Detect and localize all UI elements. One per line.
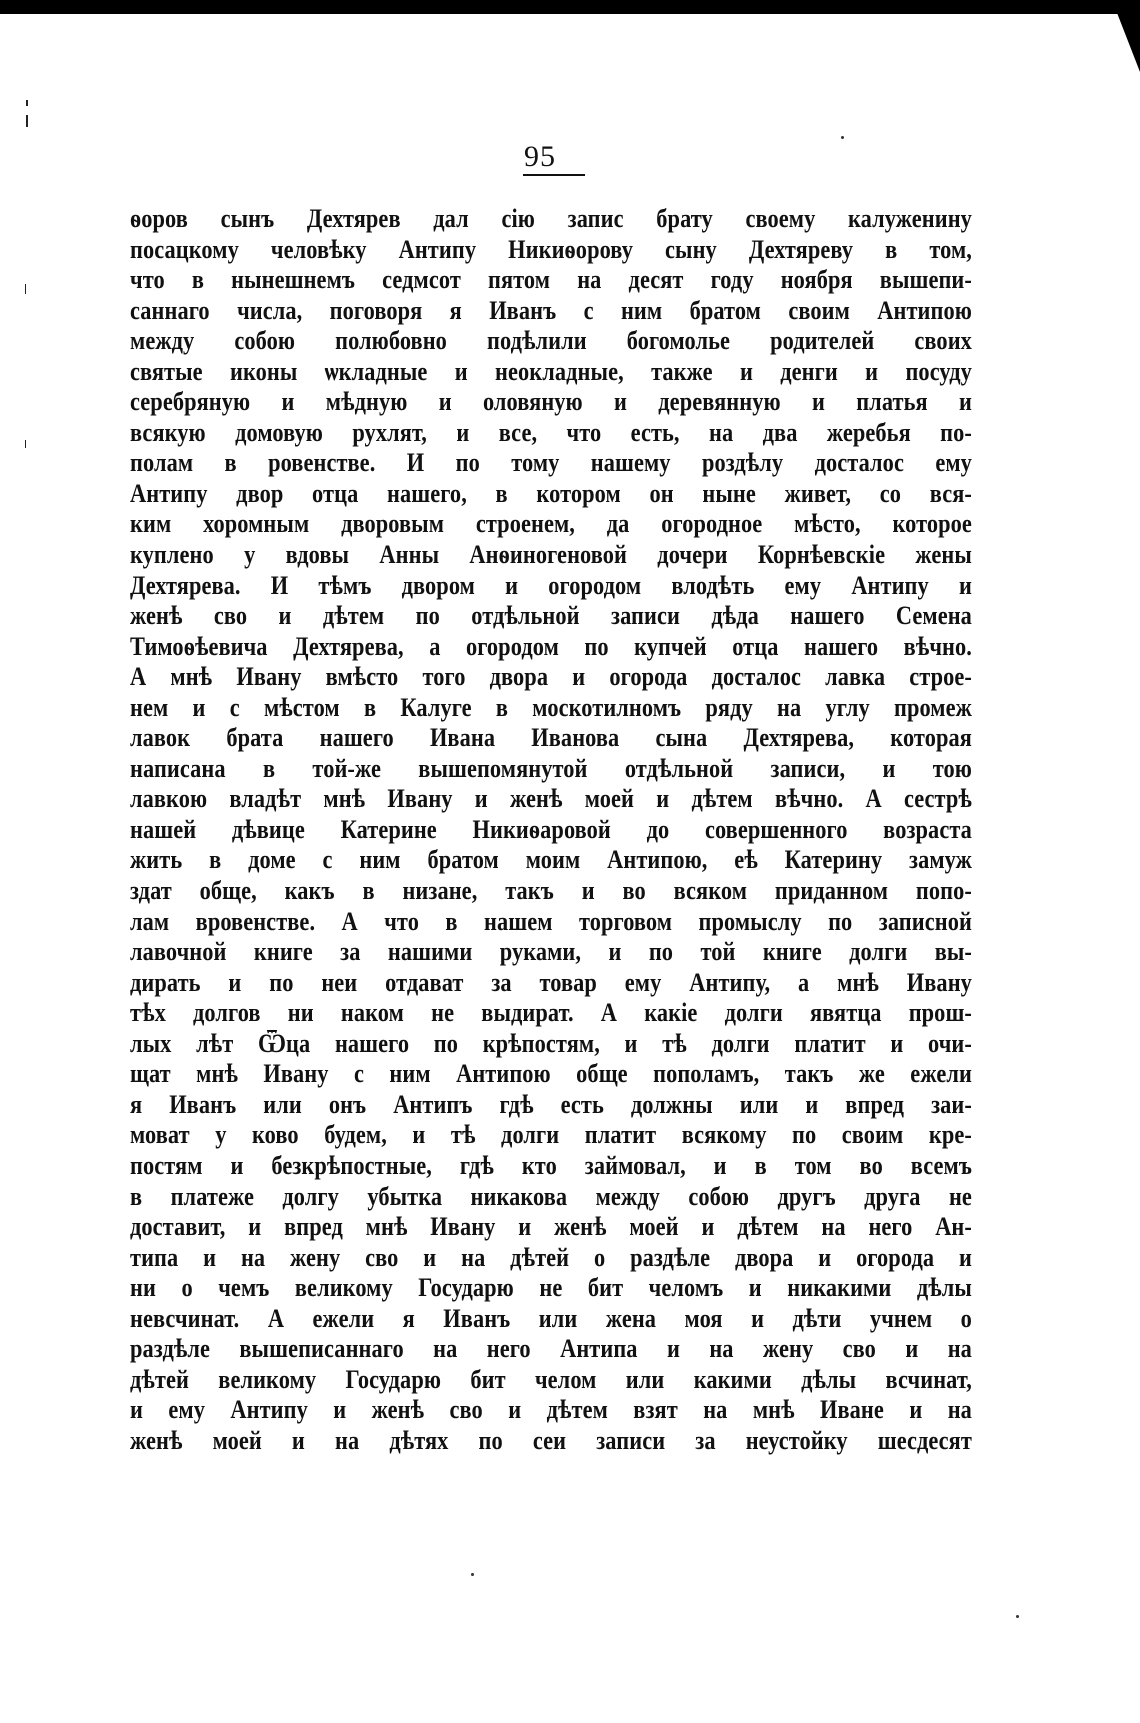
text-line: посацкому человѣку Антипу Никиѳорову сыну Дехтяреву в том, <box>130 234 972 264</box>
text-line: А мнѣ Ивану вмѣсто того двора и огорода досталос лавка строе- <box>130 662 972 692</box>
text-line: жить в доме с ним братом моим Антипою, еѣ Катерину замуж <box>130 845 972 875</box>
margin-mark <box>25 440 26 448</box>
text-line: лам вровенстве. А что в нашем торговом промыслу по записной <box>130 906 972 936</box>
scan-corner-shadow <box>1112 0 1140 72</box>
text-line: дирать и по неи отдават за товар ему Антипу, а мнѣ Ивану <box>130 967 972 997</box>
text-line: серебряную и мѣдную и оловяную и деревянную и платья и <box>130 387 972 417</box>
text-line: лавок брата нашего Ивана Иванова сына Дехтярева, которая <box>130 723 972 753</box>
text-line: тѣх долгов ни наком не выдират. А какіе долги явятца прош- <box>130 998 972 1028</box>
body-text <box>130 204 972 1456</box>
text-line: лавкою владѣт мнѣ Ивану и женѣ моей и дѣтем вѣчно. А сестрѣ <box>130 784 972 814</box>
page-number: 95 <box>524 140 556 173</box>
text-line: женѣ сво и дѣтем по отдѣльной записи дѣда нашего Семена <box>130 601 972 631</box>
scan-speck <box>1016 1615 1019 1618</box>
scan-top-border <box>0 0 1140 14</box>
text-line: нем и с мѣстом в Калуге в москотилномъ ряду на углу промеж <box>130 692 972 722</box>
text-line: в платеже долгу убытка никакова между собою другъ друга не <box>130 1181 972 1211</box>
margin-mark <box>26 100 28 106</box>
text-line: раздѣле вышеписаннаго на него Антипа и на жену сво и на <box>130 1334 972 1364</box>
text-line: ни о чемъ великому Государю не бит челомъ и никакими дѣлы <box>130 1273 972 1303</box>
text-line: лых лѣт Ѿца нашего по крѣпостям, и тѣ долги платит и очи- <box>130 1028 972 1058</box>
text-line: Антипу двор отца нашего, в котором он ныне живет, со вся- <box>130 478 972 508</box>
text-line: постям и безкрѣпостные, гдѣ кто займовал, и в том во всемъ <box>130 1150 972 1180</box>
text-line: ким хоромным дворовым строенем, да огородное мѣсто, которое <box>130 509 972 539</box>
text-line: женѣ моей и на дѣтях по сеи записи за неустойку шесдесят <box>130 1425 972 1455</box>
text-line: доставит, и впред мнѣ Ивану и женѣ моей и дѣтем на него Ан- <box>130 1212 972 1242</box>
text-line: что в нынешнемъ седмсот пятом на десят году ноября вышепи- <box>130 265 972 295</box>
margin-mark <box>25 284 26 294</box>
text-line: написана в той-же вышепомянутой отдѣльной записи, и тою <box>130 753 972 783</box>
text-line: лавочной книге за нашими руками, и по той книге долги вы- <box>130 937 972 967</box>
text-line: дѣтей великому Государю бит челом или какими дѣлы всчинат, <box>130 1364 972 1394</box>
text-line: между собою полюбовно подѣлили богомолье родителей своих <box>130 326 972 356</box>
text-line: Дехтярева. И тѣмъ двором и огородом влодѣть ему Антипу и <box>130 570 972 600</box>
text-line: моват у ково будем, и тѣ долги платит всякому по своим кре- <box>130 1120 972 1150</box>
text-line: щат мнѣ Ивану с ним Антипою обще пополамъ, такъ же ежели <box>130 1059 972 1089</box>
text-line: саннаго числа, поговоря я Иванъ с ним братом своим Антипою <box>130 295 972 325</box>
text-line: полам в ровенстве. И по тому нашему роздѣлу досталос ему <box>130 448 972 478</box>
text-line: нашей дѣвице Катерине Никиѳаровой до совершенного возраста <box>130 814 972 844</box>
scan-speck <box>841 136 844 139</box>
margin-mark <box>26 115 28 127</box>
text-line: святые иконы ѡкладные и неокладные, также и денги и посуду <box>130 356 972 386</box>
scan-speck <box>471 1573 474 1576</box>
text-line: невсчинат. А ежели я Иванъ или жена моя и дѣти учнем о <box>130 1303 972 1333</box>
page-number-underline <box>523 174 585 176</box>
text-line: всякую домовую рухлят, и все, что есть, на два жеребья по- <box>130 417 972 447</box>
text-line: типа и на жену сво и на дѣтей о раздѣле двора и огорода и <box>130 1242 972 1272</box>
text-line: ѳоров сынъ Дехтярев дал сію запис брату своему калуженину <box>130 204 972 233</box>
text-line: я Иванъ или онъ Антипъ гдѣ есть должны или и впред заи- <box>130 1089 972 1119</box>
text-line: Тимоѳѣевича Дехтярева, а огородом по купчей отца нашего вѣчно. <box>130 631 972 661</box>
text-line: куплено у вдовы Анны Анѳиногеновой дочери Корнѣевскіе жены <box>130 540 972 570</box>
text-line: здат обще, какъ в низане, такъ и во всяком приданном попо- <box>130 876 972 906</box>
text-line: и ему Антипу и женѣ сво и дѣтем взят на мнѣ Иване и на <box>130 1395 972 1425</box>
